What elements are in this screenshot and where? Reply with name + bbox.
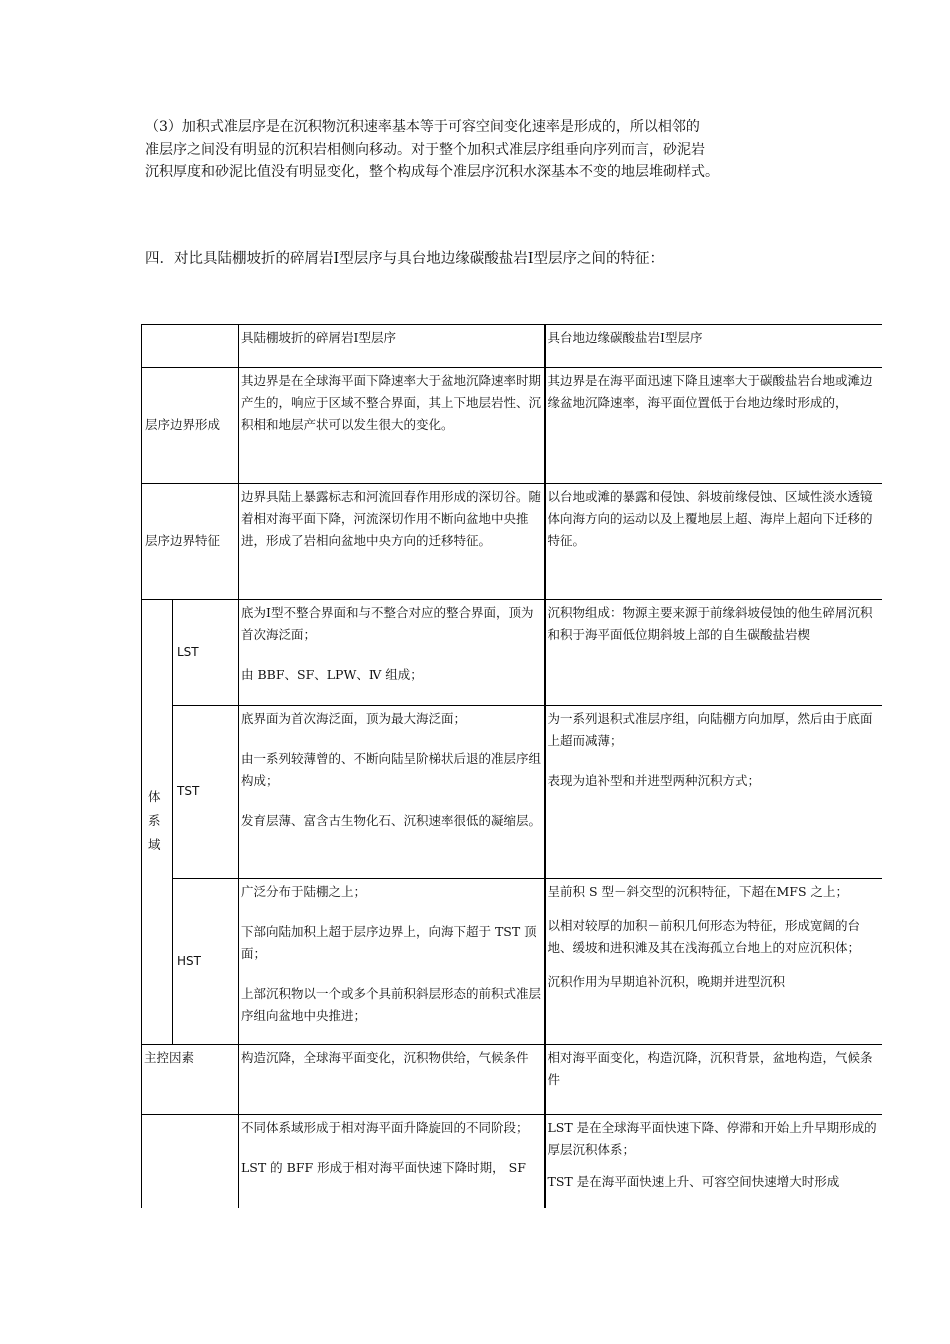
- label-boundary-formation: 层序边界形成: [142, 368, 239, 484]
- boundary-formation-clastic: 其边界是在全球海平面下降速率大于盆地沉降速率时期产生的，响应于区域不整合界面，其上下地层岩性、沉积相和地层产状可以发生很大的变化。: [239, 368, 545, 484]
- tst-clastic: [239, 706, 545, 879]
- hst-clastic: [239, 879, 545, 1045]
- label-boundary-features: 层序边界特征: [142, 484, 239, 600]
- intro-paragraph: [145, 116, 825, 184]
- boundary-features-clastic: 边界具陆上暴露标志和河流回春作用形成的深切谷。随着相对海平面下降，河流深切作用不断向盆地中央推进，形成了岩相向盆地中央方向的迁移特征。: [239, 484, 545, 600]
- last-row-clastic: [239, 1115, 545, 1209]
- hst-carbonate-text-2: 以相对较厚的加积－前积几何形态为特征，形成宽阔的台地、缓坡和进积滩及其在浅海孤立台地上的对应沉积体；: [547, 918, 861, 955]
- tst-clastic-text-3: 发育层薄、富含古生物化石、沉积速率很低的凝缩层。: [241, 813, 542, 828]
- tst-clastic-text-2: 由一系列较薄曾的、不断向陆呈阶梯状后退的准层序组构成；: [241, 751, 542, 788]
- controls-carbonate: 相对海平面变化，构造沉降，沉积背景，盆地构造，气候条件: [545, 1045, 883, 1115]
- boundary-formation-carbonate: 其边界是在海平面迅速下降且速率大于碳酸盐岩台地或滩边缘盆地沉降速率，海平面位置低于台地边缘时形成的，: [545, 368, 883, 484]
- lst-carbonate: [545, 600, 883, 706]
- boundary-features-carbonate: 以台地或滩的暴露和侵蚀、斜坡前缘侵蚀、区域性淡水透镜体向海方向的运动以及上覆地层上超、海岸上超向下迁移的特征。: [545, 484, 883, 600]
- label-tst: TST: [173, 706, 239, 879]
- label-last-row: [142, 1115, 239, 1209]
- lst-clastic: [239, 600, 545, 706]
- intro-line-1: （3）加积式准层序是在沉积物沉积速率基本等于可容空间变化速率是形成的，所以相邻的: [145, 119, 700, 135]
- lst-carbonate-text-1: 沉积物组成：物源主要来源于前缘斜坡侵蚀的他生碎屑沉积和积于海平面低位期斜坡上部的自生碳酸盐岩楔: [547, 605, 873, 642]
- row-lst: [142, 600, 883, 706]
- tst-carbonate: [545, 706, 883, 879]
- header-clastic: 具陆棚坡折的碎屑岩Ⅰ型层序: [239, 325, 545, 368]
- hst-clastic-text-2: 下部向陆加积上超于层序边界上，向海下超于 TST 顶面；: [241, 924, 537, 961]
- systems-tract-char-2: 系: [148, 813, 161, 828]
- row-last: [142, 1115, 883, 1209]
- section-heading: 四．对比具陆棚坡折的碎屑岩Ⅰ型层序与具台地边缘碳酸盐岩Ⅰ型层序之间的特征：: [145, 251, 664, 267]
- row-boundary-formation: [142, 368, 883, 484]
- row-boundary-features: [142, 484, 883, 600]
- last-row-clastic-text-1: 不同体系域形成于相对海平面升降旋回的不同阶段；: [241, 1120, 529, 1135]
- label-systems-tract: [142, 600, 173, 1045]
- comparison-table: [141, 324, 882, 1208]
- hst-clastic-text-1: 广泛分布于陆棚之上；: [241, 884, 367, 899]
- lst-clastic-text-2: 由 BBF、SF、LPW、Ⅳ 组成；: [241, 667, 423, 682]
- lst-clastic-text-1: 底为Ⅰ型不整合界面和与不整合对应的整合界面，顶为首次海泛面；: [241, 605, 534, 642]
- last-row-carbonate: [545, 1115, 883, 1209]
- label-lst: LST: [173, 600, 239, 706]
- hst-clastic-text-3: 上部沉积物以一个或多个具前积斜层形态的前积式准层序组向盆地中央推进；: [241, 986, 542, 1023]
- hst-carbonate-text-1: 呈前积 S 型－斜交型的沉积特征，下超在MFS 之上；: [547, 884, 849, 899]
- hst-carbonate: [545, 879, 883, 1045]
- last-row-clastic-text-2: LST 的 BFF 形成于相对海平面快速下降时期， SF: [241, 1160, 526, 1175]
- header-carbonate: 具台地边缘碳酸盐岩Ⅰ型层序: [545, 325, 883, 368]
- tst-carbonate-text-2: 表现为追补型和并进型两种沉积方式；: [547, 773, 761, 788]
- tst-carbonate-text-1: 为一系列退积式准层序组，向陆棚方向加厚，然后由于底面上超而减薄；: [547, 711, 873, 748]
- systems-tract-char-1: 体: [148, 789, 161, 804]
- header-empty-cell: [142, 325, 239, 368]
- comparison-table-container: [141, 324, 882, 1208]
- row-hst: [142, 879, 883, 1045]
- intro-line-2: 准层序之间没有明显的沉积岩相侧向移动。对于整个加积式准层序组垂向序列而言，砂泥岩: [145, 141, 705, 158]
- last-row-carbonate-text-1: LST 是在全球海平面快速下降、停滞和开始上升早期形成的厚层沉积体系；: [547, 1120, 877, 1157]
- last-row-carbonate-text-2: TST 是在海平面快速上升、可容空间快速增大时形成: [547, 1174, 840, 1189]
- table-header-row: [142, 325, 883, 368]
- tst-clastic-text-1: 底界面为首次海泛面，顶为最大海泛面；: [241, 711, 467, 726]
- intro-line-3: 沉积厚度和砂泥比值没有明显变化，整个构成每个准层序沉积水深基本不变的地层堆砌样式。: [145, 164, 719, 180]
- systems-tract-char-3: 域: [148, 837, 161, 852]
- row-tst: [142, 706, 883, 879]
- controls-clastic: 构造沉降，全球海平面变化，沉积物供给，气候条件: [239, 1045, 545, 1115]
- row-controls: [142, 1045, 883, 1115]
- label-controls: 主控因素: [142, 1045, 239, 1115]
- hst-carbonate-text-3: 沉积作用为早期追补沉积，晚期并进型沉积: [547, 974, 786, 989]
- label-hst: HST: [173, 879, 239, 1045]
